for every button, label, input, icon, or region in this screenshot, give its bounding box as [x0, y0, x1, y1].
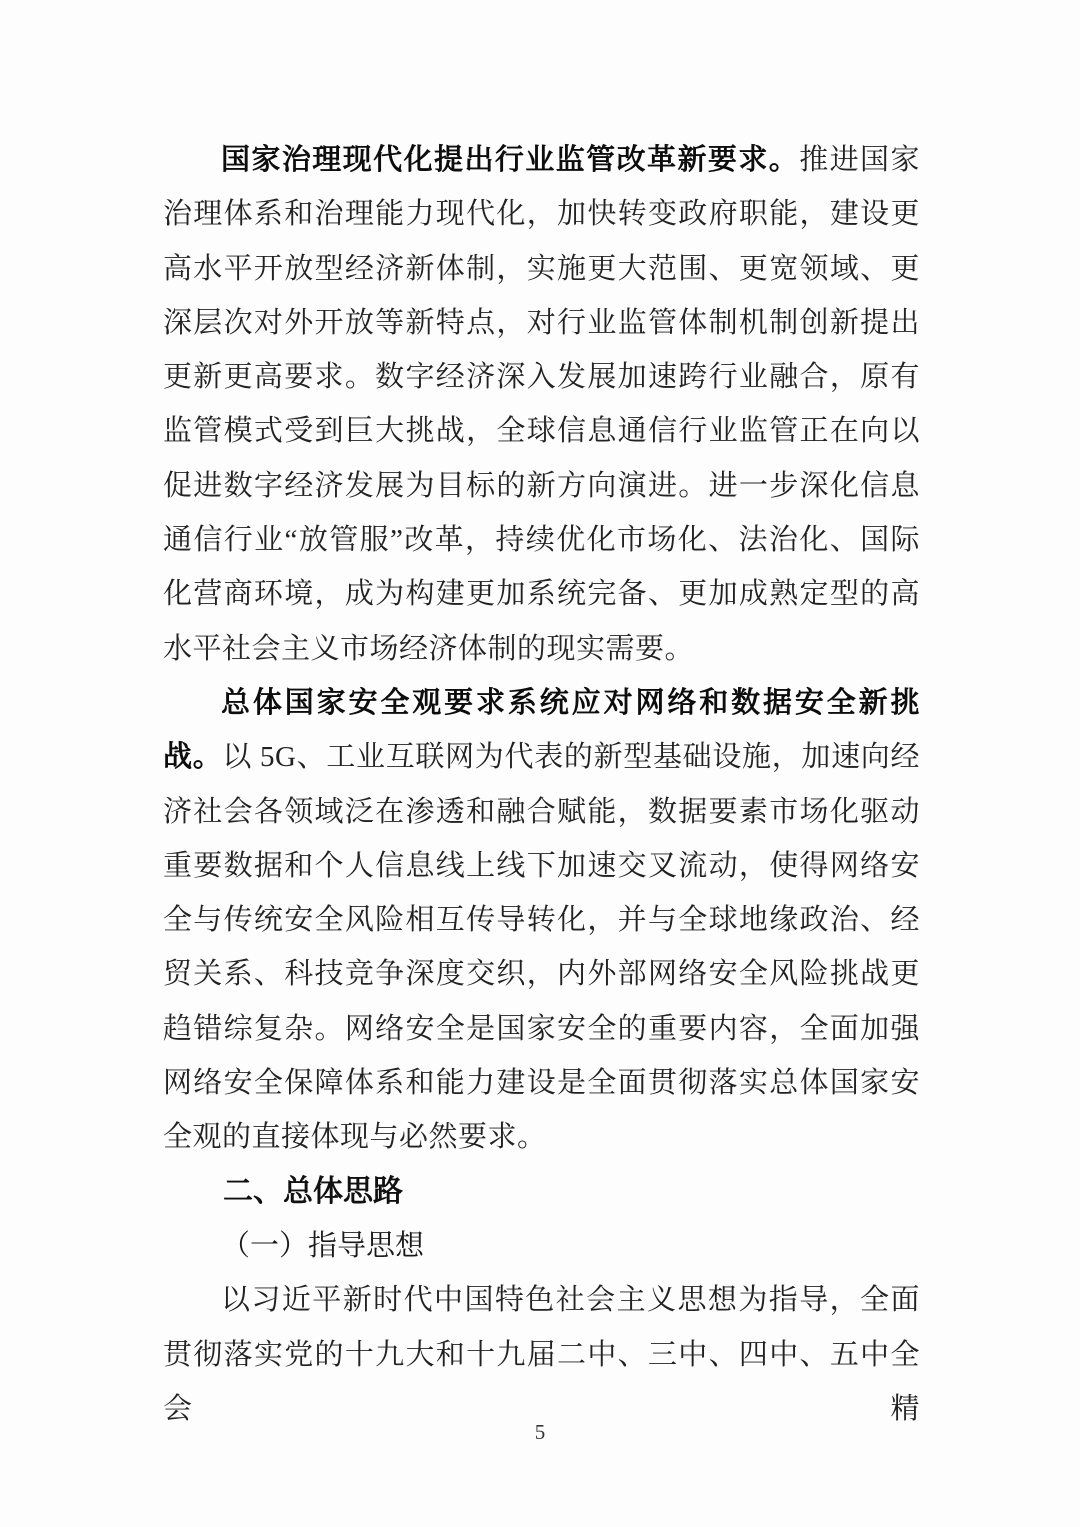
paragraph-body-text: 以 5G、工业互联网为代表的新型基础设施，加速向经济社会各领域泛在渗透和融合赋能，数据要素市场化驱动重要数据和个人信息线上线下加速交叉流动，使得网络安全与传统安全风险相互传导转化，并与全球地缘政治、经贸关系、科技竞争深度交织，内外部网络安全风险挑战更趋错综复杂。网络安全是国家安全的重要内容，全面加强网络安全保障体系和能力建设是全面贯彻落实总体国家安全观的直接体现与必然要求。: [163, 741, 920, 1154]
paragraph-lead-bold: 国家治理现代化提出行业监管改革新要求。: [221, 144, 800, 176]
paragraph-security-challenge: [163, 676, 920, 1165]
paragraph-regulation-reform: [163, 133, 920, 676]
subsection-heading: （一）指导思想: [221, 1229, 425, 1262]
section-heading: 二、总体思路: [223, 1174, 403, 1208]
paragraph-lead-bold: 总体国家安全观要求系统应对网络和数据安全新挑战。: [163, 686, 920, 774]
paragraph-guiding-ideology: 以习近平新时代中国特色社会主义思想为指导，全面贯彻落实党的十九大和十九届二中、三中、四中、五中全会精: [163, 1284, 920, 1425]
page-number: 5: [534, 1420, 546, 1444]
paragraph-body-text: 推进国家治理体系和治理能力现代化，加快转变政府职能，建设更高水平开放型经济新体制，实施更大范围、更宽领域、更深层次对外开放等新特点，对行业监管体制机制创新提出更新更高要求。数字经济深入发展加速跨行业融合，原有监管模式受到巨大挑战，全球信息通信行业监管正在向以促进数字经济发展为目标的新方向演进。进一步深化信息通信行业“放管服”改革，持续优化市场化、法治化、国际化营商环境，成为构建更加系统完备、更加成熟定型的高水平社会主义市场经济体制的现实需要。: [163, 144, 920, 665]
document-body: [163, 133, 920, 1436]
